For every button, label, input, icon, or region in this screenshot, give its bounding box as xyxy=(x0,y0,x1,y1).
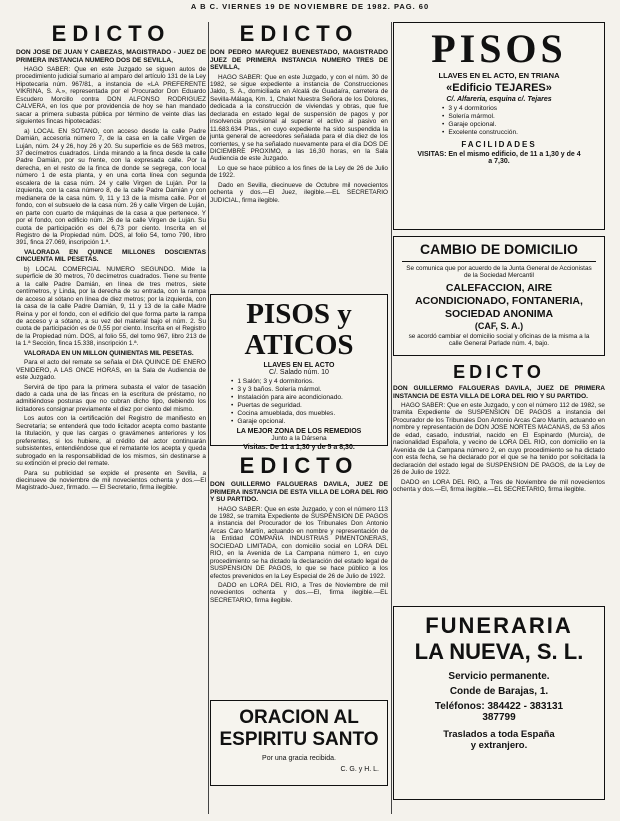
feature-list xyxy=(231,378,381,426)
feature-item: • Instalación para aire acondicionado. xyxy=(231,394,381,402)
paragraph: Lo que se hace público a los fines de la Ley de 26 de Julio de 1922. xyxy=(210,164,390,180)
page-header: A B C. VIERNES 19 DE NOVIEMBRE DE 1982. PAG. 60 xyxy=(190,2,430,11)
edicto-heading: DON JOSE DE JUAN Y CABEZAS, MAGISTRADO - JUEZ DE PRIMERA INSTANCIA NUMERO DOS DE SEVILLA, xyxy=(16,49,206,64)
ad-text: se acordó cambiar el domicilio social y oficinas de la misma a la calle General Parlade núm. 4, bajo. xyxy=(408,332,590,348)
ad-street: C/. Salado núm. 10 xyxy=(269,369,329,376)
divider xyxy=(402,261,596,262)
oracion-sign: C. G. y H. L. xyxy=(340,766,379,773)
funeraria-ad xyxy=(393,606,605,800)
ad-line: LLAVES EN EL ACTO, EN TRIANA xyxy=(438,71,560,80)
column-left xyxy=(16,22,206,817)
paragraph: Para el acto del remate se señala el DIA QUINCE DE ENERO VENIDERO, A LAS ONCE HORAS, en la Sala de Audiencia de este Juzgado. xyxy=(16,359,208,382)
ad-transfer2: y extranjero. xyxy=(470,740,528,751)
feature-item: • Cocina amueblada, dos muebles. xyxy=(231,410,381,418)
edicto-title: EDICTO xyxy=(239,21,359,46)
ad-facilities: FACILIDADES xyxy=(461,140,537,149)
paragraph: Servirá de tipo para la primera subasta el valor de tasación dado a cada una de las fincas en la escritura de préstamo, no admitiéndose posturas que no cubran dicho tipo, debiendo los licitadores consignar previamente el diez por ciento del mismo. xyxy=(16,383,208,413)
paragraph: HAGO SABER: Que en este Juzgado se siguen autos de procedimiento judicial sumario al amparo del artículo 131 de la Ley Hipotecaria núm. 967/81, a instancia de «LA PREFERENTE VIKRINA, S. A.», representada por el Procurador Don Eduardo Escudero Morcillo contra DON ALFONSO RODRIGUEZ CALVERA, en los que por providencia de hoy se han mandado sacar a primera subasta pública por término de veinte días las siguientes fincas hipotecadas: xyxy=(16,66,208,126)
ad-street: C/. Alfareria, esquina c/. Tejares xyxy=(446,96,552,103)
edicto-heading: DON GUILLERMO FALGUERAS DAVILA, JUEZ DE PRIMERA INSTANCIA DE ESTA VILLA DE LORA DEL RIO Y SU PARTIDO. xyxy=(393,385,605,400)
feature-item: • Puertas de seguridad. xyxy=(231,402,381,410)
edicto-block xyxy=(210,454,388,692)
ad-visits: VISITAS: En el mismo edificio, de 11 a 1,30 y de 4 a 7,30. xyxy=(417,151,581,165)
feature-item: • Garaje opcional. xyxy=(231,418,381,426)
paragraph: Los autos con la certificación del Registro de manifiesto en Secretaría; se entenderá que todo licitador acepta como bastante la titulación, y que las cargas o gravámenes anteriores y los preferentes, si los hubiere, al crédito del actor continuarán subsistentes, entendiéndose que el rematante los acepta y queda subrogado en la responsabilidad de los mismos, sin destinarse a su extinción el precio del remate. xyxy=(16,415,208,468)
paragraph: VALORADA EN QUINCE MILLONES DOSCIENTAS CINCUENTA MIL PESETAS. xyxy=(16,248,208,264)
ad-address: Conde de Barajas, 1. xyxy=(449,686,549,697)
edicto-block xyxy=(393,362,605,600)
paragraph: DADO en LORA DEL RIO, a Tres de Noviembre de mil novecientos ochenta y dos.—El, firma ilegible.—EL SECRETARIO, firma ilegible. xyxy=(210,582,390,604)
paragraph: DADO en LORA DEL RIO, a Tres de Noviembre de mil novecientos ochenta y dos.—El, firma ilegible.—EL SECRETARIO, firma ilegible. xyxy=(393,478,607,493)
paragraph: b) LOCAL COMERCIAL NUMERO SEGUNDO. Mide la superficie de 30 metros, 70 decímetros cuadrados. Tiene su frente a la calle Padre Damián, en línea de tres metros, siete centímetros, y Linda, por la derecha de su entrada, con la rampa de acceso al sótano en línea de diez metros; por la izquierda, con la casa de la calle Padre Damián, 9, 11 y 13 de la calle Madre Reina y por el fondo, con el edificio del que forma parte la rampa de acceso y a sótano, a su vez del material bajo el núm. 2. Su cuota de participación es de 0,55 por ciento. Inscrita en el Registro de la Propiedad núm. DOS, al folio 55, del tomo 967, libro 213 de la 1.ª Sección, finca 15.338, inscripción 1.ª. xyxy=(16,265,208,348)
ad-title: FUNERARIA xyxy=(425,613,573,638)
paragraph: Dado en Sevilla, diecinueve de Octubre mil novecientos ochenta y dos.—El Juez, ilegible.—EL SECRETARIO JUDICIAL, firma ilegible. xyxy=(210,181,390,204)
pisos-tejares-ad xyxy=(393,22,605,230)
edicto-title: EDICTO xyxy=(453,362,545,382)
oracion-title: ORACION AL ESPIRITU SANTO xyxy=(219,707,379,750)
edicto-heading: DON GUILLERMO FALGUERAS DAVILA, JUEZ DE PRIMERA INSTANCIA DE ESTA VILLA DE LORA DEL RIO Y SU PARTIDO. xyxy=(210,481,388,503)
oracion-text: Por una gracia recibida. xyxy=(262,755,336,762)
paragraph: Para su publicidad se expide el presente en Sevilla, a diecinueve de noviembre de mil novecientos ochenta y dos.—El Magistrado-Juez, firmado. — El Secretario, firma ilegible. xyxy=(16,469,208,492)
paragraph: HAGO SABER: Que en este Juzgado, y con el número 112 de 1982, se tramita Expediente de SUSPENSION DE PAGOS a instancia del Procurador de los Tribunales Don Antonio Arcas Caro Martín, actuando en nombre y representación de DON JOSE NORTES MACANAS, de 53 años de edad, casado, industrial, nacido en El Espinardo (Murcia), de nacionalidad Española, y vecino de LORA DEL RIO, con domicilio en la Avenida de La Campana número 2, en cuyo procedimiento se ha dictado con esta fecha, se ha declarado por el que se ha tenido por solicitada la declaración del estado legal de SUSPENSION DE PAGOS, de la Ley de 26 de Julio de 1922. xyxy=(393,402,607,477)
ad-slogan: LA MEJOR ZONA DE LOS REMEDIOS xyxy=(236,428,362,435)
feature-item: • Excelente construcción. xyxy=(442,129,596,137)
column-right xyxy=(393,22,605,817)
ad-slogan-sub: Junto a la Dársena xyxy=(271,435,327,442)
ad-building: «Edificio TEJARES» xyxy=(446,82,552,94)
ad-phones: Teléfonos: 384422 - 383131 xyxy=(434,701,564,712)
feature-item: • Solería mármol. xyxy=(442,113,596,121)
column-divider xyxy=(391,22,392,814)
ad-transfer: Traslados a toda España xyxy=(443,729,555,740)
feature-list xyxy=(442,105,596,137)
ad-title: PISOS xyxy=(431,26,567,71)
column-middle xyxy=(210,22,388,817)
edicto-heading: DON PEDRO MARQUEZ BUENESTADO, MAGISTRADO JUEZ DE PRIMERA INSTANCIA NUMERO TRES DE SEVILLA, xyxy=(210,49,388,71)
paragraph: HAGO SABER: Que en este Juzgado, y con el número 113 de 1982, se tramita Expediente de SUSPENSION DE PAGOS a instancia del Procurador de los Tribunales Don Antonio Arcas Caro Martín, actuando en nombre y representación de la Entidad COMPAÑIA INDUSTRIAS PIMENTONERAS, SOCIEDAD LIMITADA, con domicilio social en LORA DEL RIO, en la Avenida de La Campana número 1, en cuyo procedimiento se ha dictado la declaración del estado legal de SUSPENSION DE PAGOS, lo que se hace público a los efectos prevenidos en la Ley Especial de 26 de Julio de 1922. xyxy=(210,505,390,580)
paragraph: VALORADA EN UN MILLON QUINIENTAS MIL PESETAS. xyxy=(24,349,194,357)
ad-company: CALEFACCION, AIRE ACONDICIONADO, FONTANERIA, SOCIEDAD ANONIMA xyxy=(415,281,583,320)
ad-subtitle: LA NUEVA, S. L. xyxy=(414,639,584,664)
column-divider xyxy=(208,22,209,814)
oracion-ad xyxy=(210,700,388,786)
ad-title: CAMBIO DE DOMICILIO xyxy=(420,241,578,257)
feature-item: • 1 Salón; 3 y 4 dormitorios. xyxy=(231,378,381,386)
edicto-block xyxy=(210,22,388,294)
feature-item: • 3 y 3 baños. Solería mármol. xyxy=(231,386,381,394)
ad-title: PISOS y ATICOS xyxy=(244,298,354,361)
ad-phone2: 387799 xyxy=(482,712,516,723)
pisos-aticos-ad xyxy=(210,294,388,451)
ad-visits: Visitas: De 11 a 1,30 y de 5 a 8,30. xyxy=(243,444,355,451)
edicto-title: EDICTO xyxy=(239,453,359,478)
feature-item: • Garaje opcional. xyxy=(442,121,596,129)
ad-subtitle: LLAVES EN EL ACTO xyxy=(263,362,335,369)
paragraph: HAGO SABER: Que en este Juzgado, y con el núm. 30 de 1982, se sigue expediente a instancia de Construcciones Jaldo, S. A., domiciliada en Alcalá de Guadaíra, carretera de Sevilla-Málaga, Km. 1, Chalet Nuestra Señora de los Dolores, dedicada a la construcción de viviendas y obras, que fue declarada en estado legal de suspensión de pagos y por insolvencia provisional al superar el activo al pasivo en 11.683.634 Ptas., en cuyo expediente ha sido suspendida la junta general de acreedores señalada para el día diez de los corrientes, y se ha señalado nuevamente para el día DOS DE DICIEMBRE PROXIMO, a las 16,30 horas, en la Sala Audiencia de este Juzgado. xyxy=(210,73,390,163)
ad-service: Servicio permanente. xyxy=(448,671,550,682)
ad-text: Se comunica que por acuerdo de la Junta General de Accionistas de la Sociedad Mercantil xyxy=(406,265,592,280)
cambio-domicilio-ad xyxy=(393,236,605,356)
ad-company-abbr: (CAF, S. A.) xyxy=(474,320,524,331)
feature-item: • 3 y 4 dormitorios xyxy=(442,105,596,113)
edicto-title: EDICTO xyxy=(51,21,171,46)
paragraph: a) LOCAL EN SOTANO, con acceso desde la calle Padre Damián, accesoria número 7, de la casa en la calle Virgen de Luján, núm. 24 y 26, hoy 26 y 20. Su superficie es de 563 metros, 37 decímetros cuadrados. Linda mirando a la finca desde la calle Padre Damián, por su frente, con la expresada calle. Por la derecha, en el resto de la finca de donde se segrega, con local número 1 de esta planta, y en una corta línea con segunda escalera de la casa núm. 24 y calle Virgen de Luján. Por la izquierda, con la casa número 8, de la calle Padre Damián y con medianera de la casa núm. 9, 11 y 13 de la misma calle. Por el fondo, con el subsuelo de la casa núm. 26 y calle Virgen de Luján, en parte con cuarto de máquinas de la casa a que pertenece. Y por el fondo, con edificio núm. 26 de la calle Virgen de Luján. Su cuota de participación es del 6,73 por ciento. Inscrita en el Registro de la Propiedad núm. DOS, al folio 54, tomo 790, libro 391, finca 27.069, inscripción 1.ª. xyxy=(16,127,208,247)
